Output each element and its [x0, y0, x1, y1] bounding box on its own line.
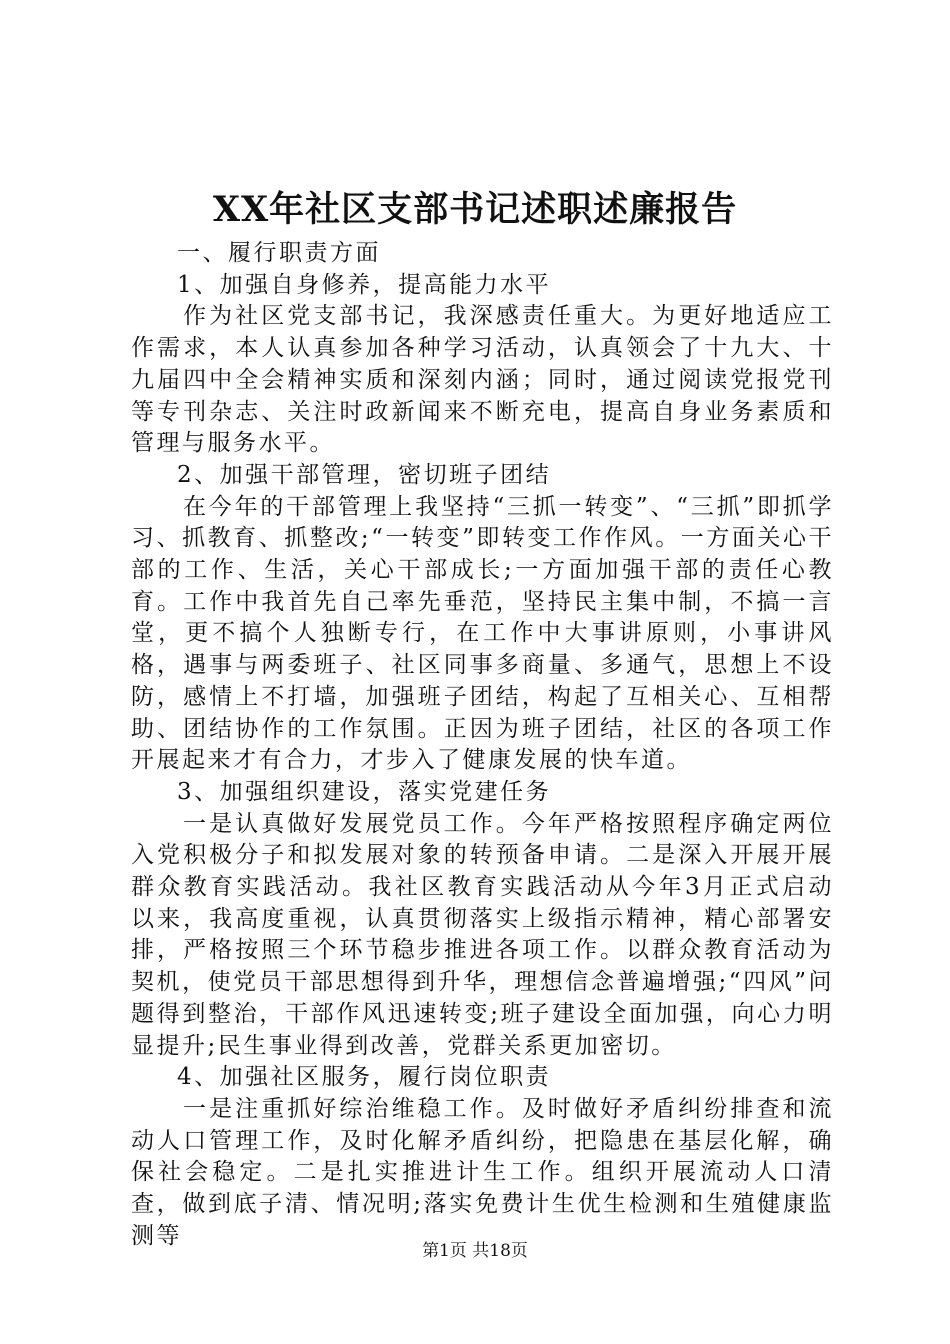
subsection-heading: 2、加强干部管理，密切班子团结 — [177, 461, 552, 488]
subsection-heading: 3、加强组织建设，落实党建任务 — [177, 778, 552, 805]
body-paragraph: 在今年的干部管理上我坚持“三抓一转变”、“三抓”即抓学习、抓教育、抓整改;“一转变”即转变工作作风。一方面关心干部的工作、生活，关心干部成长;一方面加强干部的责任心教育。工作中我首先自己率先垂范，坚持民主集中制，不搞一言堂，更不搞个人独断专行，在工作中大事讲原则，小事讲风格，遇事与两委班子、社区同事多商量、多通气，思想上不设防，感情上不打墙，加强班子团结，构起了互相关心、互相帮助、团结协作的工作氛围。正因为班子团结，社区的各项工作开展起来才有合力，才步入了健康发展的快车道。 — [131, 493, 834, 774]
body-paragraph: 作为社区党支部书记，我深感责任重大。为更好地适应工作需求，本人认真参加各种学习活动，认真领会了十九大、十九届四中全会精神实质和深刻内涵；同时，通过阅读党报党刊等专刊杂志、关注时政新闻来不断充电，提高自身业务素质和管理与服务水平。 — [131, 303, 834, 457]
body-paragraph: 一是注重抓好综治维稳工作。及时做好矛盾纠纷排查和流动人口管理工作，及时化解矛盾纠纷，把隐患在基层化解，确保社会稳定。二是扎实推进计生工作。组织开展流动人口清查，做到底子清、情况明;落实免费计生优生检测和生殖健康监测等 — [131, 1095, 834, 1249]
section-heading: 一、履行职责方面 — [177, 240, 381, 266]
page-footer: 第1页 共18页 — [422, 1241, 528, 1261]
body-paragraph: 一是认真做好发展党员工作。今年严格按照程序确定两位入党积极分子和拟发展对象的转预备申请。二是深入开展开展群众教育实践活动。我社区教育实践活动从今年3月正式启动以来，我高度重视，认真贯彻落实上级指示精神，精心部署安排，严格按照三个环节稳步推进各项工作。以群众教育活动为契机，使党员干部思想得到升华，理想信念普遍增强;“四风”问题得到整治，干部作风迅速转变;班子建设全面加强，向心力明显提升;民生事业得到改善，党群关系更加密切。 — [131, 810, 834, 1059]
subsection-heading: 4、加强社区服务，履行岗位职责 — [177, 1064, 552, 1091]
document-title: XX年社区支部书记述职述廉报告 — [212, 189, 738, 230]
document-body — [131, 238, 834, 1253]
subsection-heading: 1、加强自身修养，提高能力水平 — [177, 271, 552, 298]
